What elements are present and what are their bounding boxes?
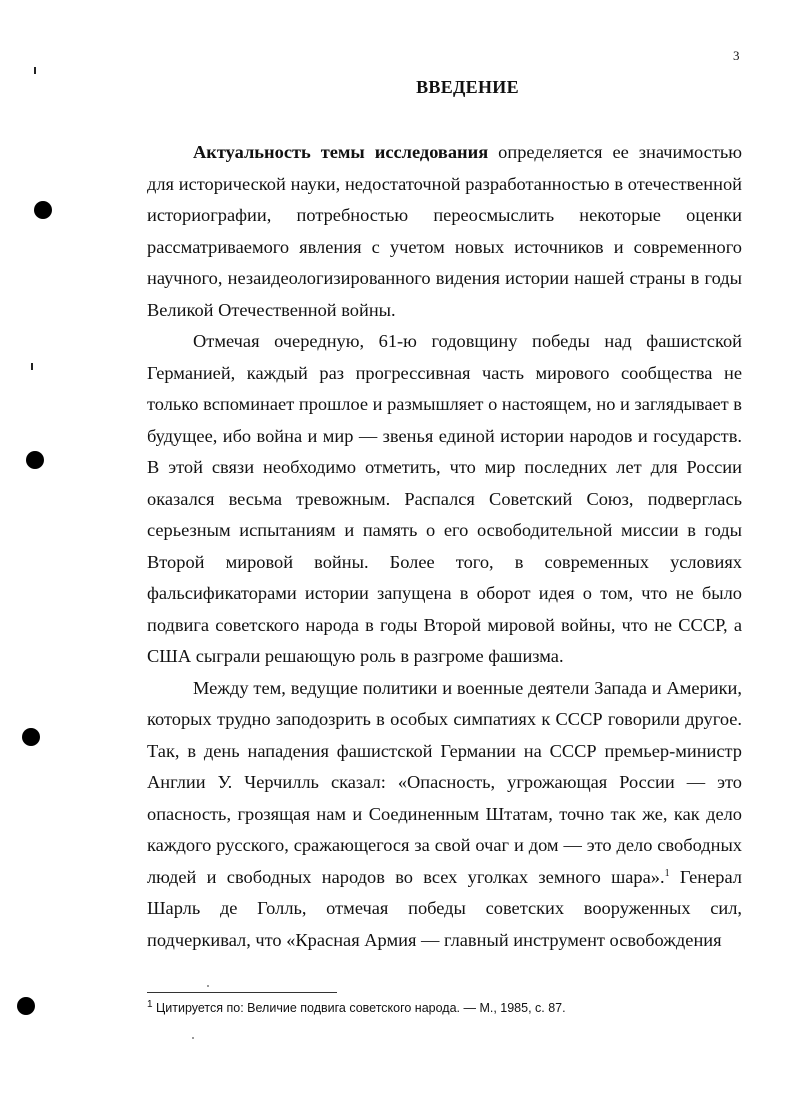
de-gaulle-text: Генерал Шарль де Голль, отмечая победы советских вооруженных сил, подчеркивал, что «Красная Армия — главный инструмент освобождения bbox=[147, 866, 742, 950]
footnote-reference: 1 bbox=[664, 867, 670, 879]
paragraph-relevance bbox=[147, 137, 742, 326]
scan-mark bbox=[34, 67, 36, 74]
paragraph-western-leaders bbox=[147, 673, 742, 957]
paragraph-anniversary: Отмечая очередную, 61-ю годовщину победы над фашистской Германией, каждый раз прогрессивная часть мирового сообщества не только вспоминает прошлое и размышляет о настоящем, но и заглядывает в будущее, ибо война и мир — звенья единой истории народов и государств. В этой связи необходимо отметить, что мир последних лет для России оказался весьма тревожным. Распался Советский Союз, подверглась серьезным испытаниям и память о его освободительной миссии в годы Второй мировой войны. Более того, в современных условиях фальсификаторами истории запущена в оборот идея о том, что не было подвига советского народа в годы Второй мировой войны, что не СССР, а США сыграли решающую роль в разгроме фашизма. bbox=[147, 331, 742, 666]
scan-speck bbox=[192, 1037, 194, 1039]
churchill-quote-text: Между тем, ведущие политики и военные деятели Запада и Америки, которых трудно заподозрить в особых симпатиях к СССР говорили другое. Так, в день нападения фашистской Германии на СССР премьер-министр Англии У. Черчилль сказал: «Опасность, угрожающая России — это опасность, грозящая нам и Соединенным Штатам, точно так же, как дело каждого русского, сражающегося за свой очаг и дом — это дело свободных людей и свободных народов во всех уголках земного шара». bbox=[147, 677, 742, 887]
footnote-marker: 1 bbox=[147, 998, 153, 1010]
scan-speck bbox=[207, 985, 209, 987]
footnote-text: Цитируется по: Величие подвига советского народа. — М., 1985, с. 87. bbox=[152, 1001, 566, 1015]
punch-hole bbox=[22, 728, 40, 746]
scan-mark bbox=[31, 363, 33, 370]
page-number: 3 bbox=[733, 48, 740, 63]
page-title: ВВЕДЕНИЕ bbox=[416, 77, 519, 97]
footnote bbox=[147, 998, 742, 1015]
main-text bbox=[147, 137, 742, 956]
relevance-text: определяется ее значимостью для исторической науки, недостаточной разработанностью в отечественной историографии, потребностью переосмыслить некоторые оценки рассматриваемого явления с учетом новых источников и современного научного, незаидеологизированного видения истории нашей страны в годы Великой Отечественной войны. bbox=[147, 142, 742, 320]
relevance-lead: Актуальность темы исследования bbox=[193, 142, 489, 162]
punch-hole bbox=[26, 451, 44, 469]
footnote-divider bbox=[147, 992, 337, 993]
punch-hole bbox=[34, 201, 52, 219]
punch-hole bbox=[17, 997, 35, 1015]
